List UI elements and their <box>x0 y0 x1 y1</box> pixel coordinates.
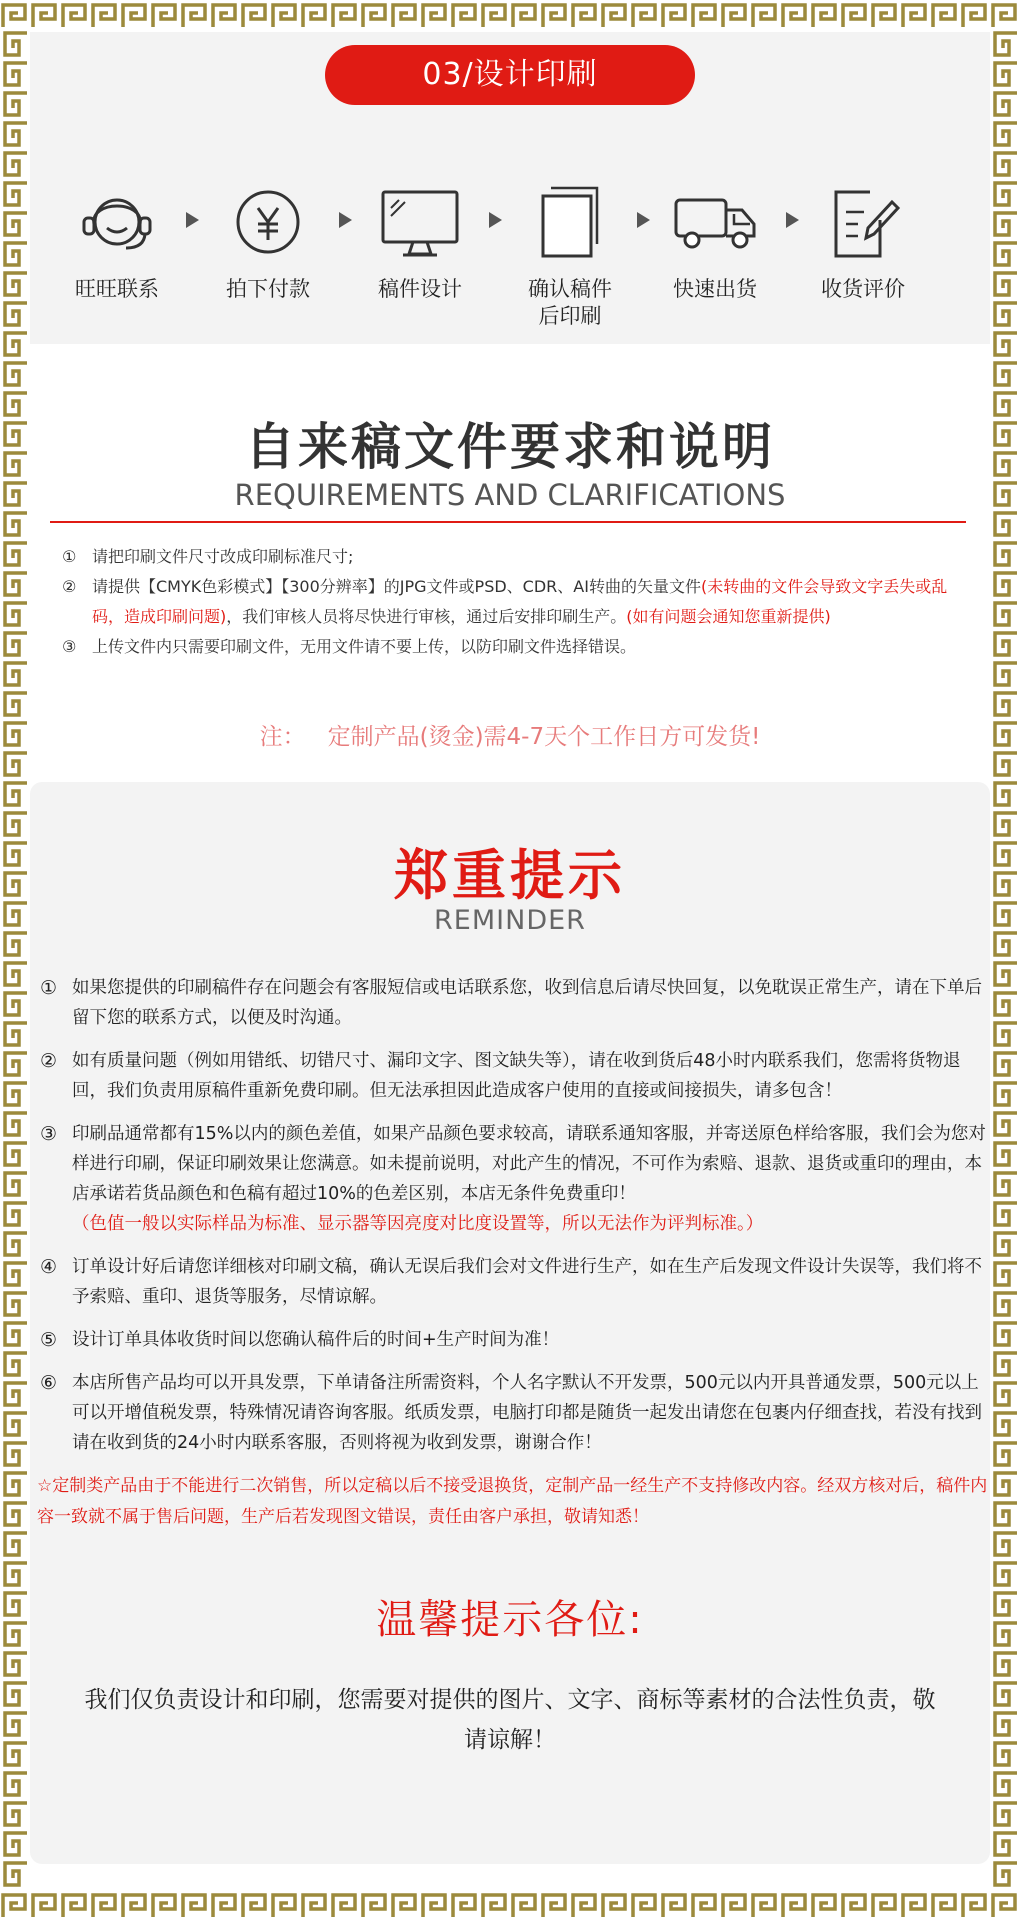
item-text: 订单设计好后请您详细核对印刷文稿，确认无误后我们会对文件进行生产，如在生产后发现文件设计失误等，我们将不予索赔、重印、退货等服务，尽情谅解。 <box>72 1257 982 1307</box>
custom-gold-note: 注： 定制产品(烫金)需4-7天个工作日方可发货! <box>259 724 761 750</box>
section-banner: 03/设计印刷 <box>325 45 695 105</box>
item-text: 如果您提供的印刷稿件存在问题会有客服短信或电话联系您，收到信息后请尽快回复，以免耽误正常生产，请在下单后留下您的联系方式，以便及时沟通。 <box>72 978 982 1028</box>
arrow-icon <box>489 212 502 228</box>
item-number: ① <box>62 547 77 566</box>
item-number: ④ <box>40 1256 58 1278</box>
reminder-list <box>40 973 990 1471</box>
arrow-icon <box>339 212 352 228</box>
step-label: 快速出货 <box>673 277 757 301</box>
item-text: 上传文件内只需要印刷文件，无用文件请不要上传，以防印刷文件选择错误。 <box>92 637 637 656</box>
step-label: 拍下付款 <box>226 277 310 301</box>
item-text: 请提供【CMYK色彩模式】【300分辨率】的JPG文件或PSD、CDR、AI转曲的矢量文件 <box>92 577 701 596</box>
list-item <box>40 1368 990 1458</box>
step-label: 旺旺联系 <box>75 277 159 301</box>
truck-icon <box>670 180 760 270</box>
list-item <box>40 1252 990 1312</box>
requirements-list <box>62 542 962 662</box>
warm-reminder-text: 我们仅负责设计和印刷，您需要对提供的图片、文字、商标等素材的合法性负责，敬请谅解！ <box>84 1687 936 1753</box>
step-payment <box>208 180 328 303</box>
list-item <box>62 572 962 632</box>
list-item <box>62 542 962 572</box>
reminder-subtitle: REMINDER <box>434 905 586 936</box>
item-warning: (如有问题会通知您重新提供) <box>626 607 831 626</box>
item-text: 本店所售产品均可以开具发票，下单请备注所需资料，个人名字默认不开发票，500元以内开具普通发票，500元以上可以开增值税发票，特殊情况请咨询客服。纸质发票，电脑打印都是随货一起发出请您在包裹内仔细查找，若没有找到请在收到货的24小时内联系客服，否则将视为收到发票，谢谢合作！ <box>72 1373 982 1453</box>
item-text: 印刷品通常都有15%以内的颜色差值，如果产品颜色要求较高，请联系通知客服，并寄送原色样给客服，我们会为您对样进行印刷，保证印刷效果让您满意。如未提前说明，对此产生的情况，不可作为索赔、退款、退货或重印的理由，本店承诺若货品颜色和色稿有超过10%的色差区别，本店无条件免费重印！ <box>72 1124 986 1204</box>
step-label: 确认稿件 后印刷 <box>528 277 612 328</box>
yen-coin-icon <box>223 180 313 270</box>
item-text: 如有质量问题（例如用错纸、切错尺寸、漏印文字、图文缺失等），请在收到货后48小时内联系我们，您需将货物退回，我们负责用原稿件重新免费印刷。但无法承担因此造成客户使用的直接或间接损失，请多包含！ <box>72 1051 961 1101</box>
item-number: ⑤ <box>40 1329 58 1351</box>
list-item <box>62 632 962 662</box>
requirements-title: 自来稿文件要求和说明 <box>245 418 775 476</box>
requirements-subtitle: REQUIREMENTS AND CLARIFICATIONS <box>234 478 786 512</box>
item-text: 请把印刷文件尺寸改成印刷标准尺寸; <box>92 547 354 566</box>
step-confirm <box>510 180 630 330</box>
item-number: ⑥ <box>40 1372 58 1394</box>
step-review <box>803 180 923 303</box>
list-item <box>40 973 990 1033</box>
list-item <box>40 1325 990 1355</box>
item-text: 设计订单具体收货时间以您确认稿件后的时间+生产时间为准！ <box>72 1330 560 1350</box>
item-number: ② <box>40 1050 58 1072</box>
custom-product-note: ☆定制类产品由于不能进行二次销售，所以定稿以后不接受退换货，定制产品一经生产不支持修改内容。经双方核对后，稿件内容一致就不属于售后问题，生产后若发现图文错误，责任由客户承担，敬请知悉！ <box>37 1476 988 1527</box>
item-number: ① <box>40 977 58 999</box>
step-label: 收货评价 <box>821 277 905 301</box>
arrow-icon <box>186 212 199 228</box>
item-text: ，我们审核人员将尽快进行审核，通过后安排印刷生产。 <box>226 607 627 626</box>
item-number: ③ <box>62 637 77 656</box>
edit-note-icon <box>818 180 908 270</box>
item-number: ② <box>62 577 77 596</box>
arrow-icon <box>637 212 650 228</box>
reminder-title: 郑重提示 <box>394 844 626 907</box>
arrow-icon <box>786 212 799 228</box>
warm-reminder-title: 温馨提示各位: <box>376 1597 644 1643</box>
item-number: ③ <box>40 1123 58 1145</box>
headset-icon <box>72 180 162 270</box>
item-warning: (未转曲的文件会导致文字丢失或乱码，造成印刷问题) <box>92 577 948 626</box>
list-item <box>40 1046 990 1106</box>
step-design <box>360 180 480 303</box>
step-shipping <box>655 180 775 303</box>
step-label: 稿件设计 <box>378 277 462 301</box>
list-item <box>40 1119 990 1239</box>
step-contact <box>57 180 177 303</box>
stacked-pages-icon <box>525 180 615 270</box>
item-warning: （色值一般以实际样品为标准、显示器等因亮度对比度设置等，所以无法作为评判标准。） <box>72 1214 764 1234</box>
divider <box>50 521 966 523</box>
monitor-icon <box>375 180 465 270</box>
